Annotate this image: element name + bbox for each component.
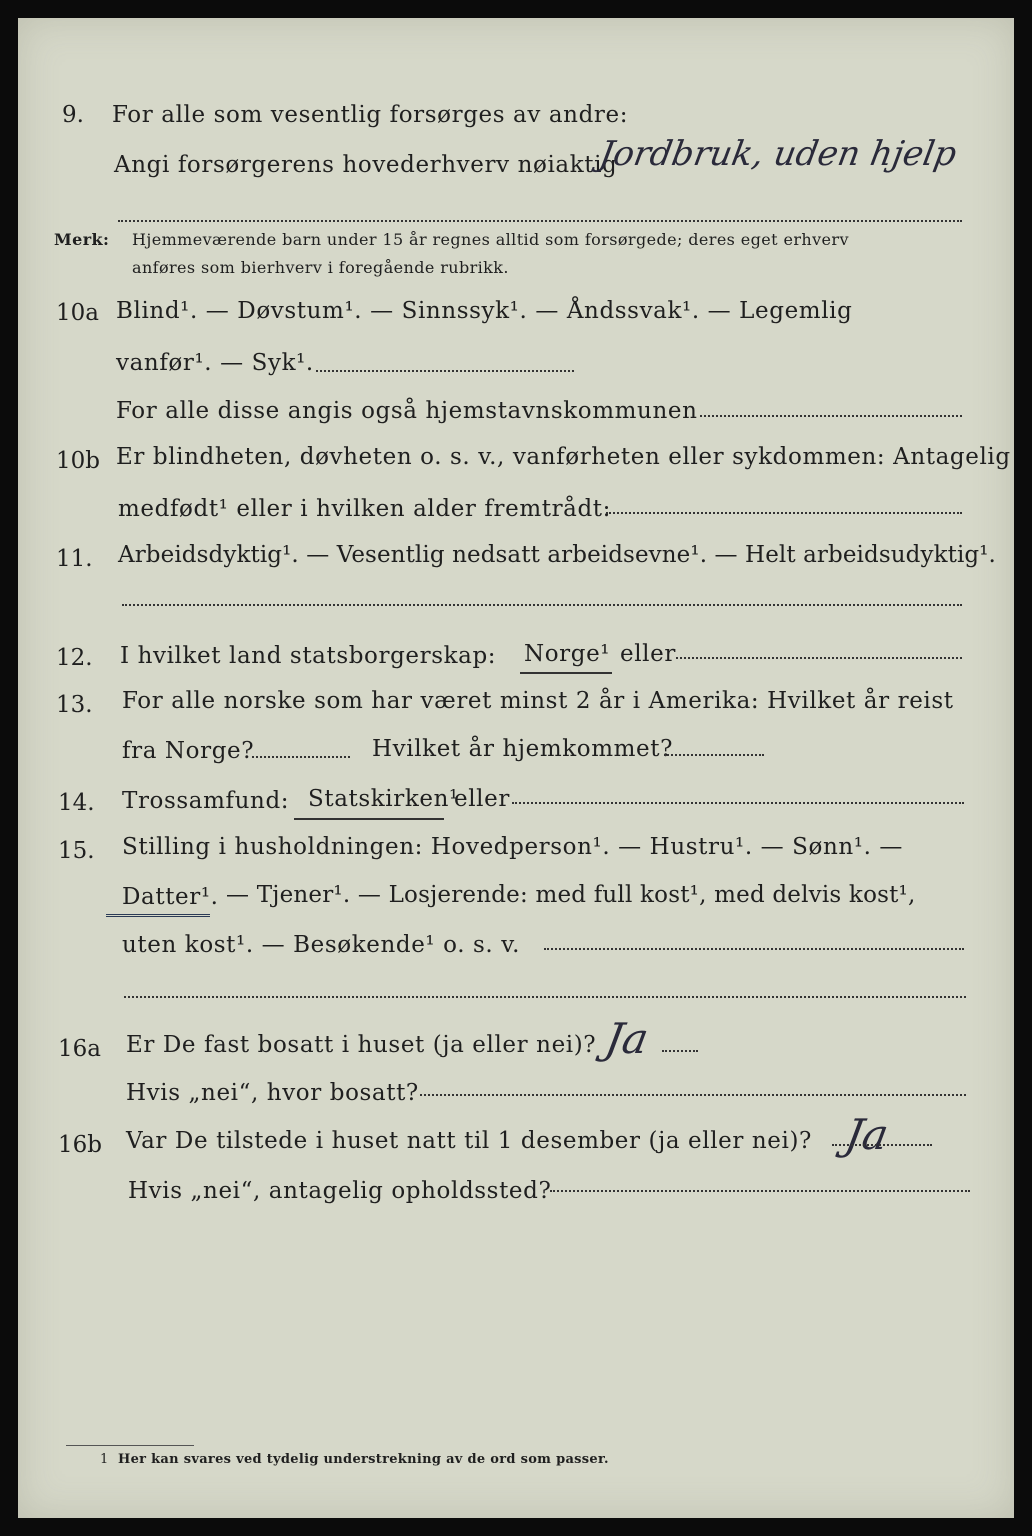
footnote-rule — [66, 1445, 194, 1446]
q10a-line1: Blind¹. — Døvstum¹. — Sinnssyk¹. — Åndssvak¹. — Legemlig — [116, 298, 853, 324]
q14-prefix: Trossamfund: — [122, 788, 290, 814]
q16b-line1: Var De tilstede i huset natt til 1 desember (ja eller nei)? — [126, 1128, 812, 1154]
merk-line2: anføres som bierhverv i foregående rubrikk. — [132, 258, 509, 277]
q15-number: 15. — [58, 838, 95, 864]
q14-statskirken-underline — [294, 818, 444, 820]
q9-line2: Angi forsørgerens hovederhverv nøiaktig — [114, 152, 618, 178]
q10a-line3: For alle disse angis også hjemstavnskommunen — [116, 398, 698, 424]
q16a-answer-blank — [662, 1050, 698, 1052]
q10b-line2-blank — [606, 512, 962, 514]
q13-number: 13. — [56, 692, 93, 718]
q12-number: 12. — [56, 645, 93, 671]
q10b-line1: Er blindheten, døvheten o. s. v., vanførheten eller sykdommen: Antagelig — [116, 444, 1011, 470]
q16a-line2: Hvis „nei“, hvor bosatt? — [126, 1080, 419, 1106]
q12-suffix: eller — [620, 641, 676, 667]
q13-hjemkommet-blank — [664, 754, 764, 756]
q10b-number: 10b — [56, 448, 100, 474]
q10b-line2: medfødt¹ eller i hvilken alder fremtrådt: — [118, 496, 611, 522]
q16b-line2-blank — [550, 1190, 970, 1192]
q13-reist-blank — [252, 756, 350, 758]
q16a-number: 16a — [58, 1036, 101, 1062]
q16a-line2-blank — [420, 1094, 966, 1096]
q11-number: 11. — [56, 546, 93, 572]
q14-blank — [512, 802, 964, 804]
q15-datter-underline — [106, 914, 210, 917]
q12-prefix: I hvilket land statsborgerskap: — [120, 643, 497, 669]
q16a-answer-handwriting: Ja — [601, 1014, 653, 1063]
q9-line1: For alle som vesentlig forsørges av andre: — [112, 102, 629, 128]
q12-blank — [676, 657, 962, 659]
q9-number: 9. — [62, 102, 84, 128]
q11-line1: Arbeidsdyktig¹. — Vesentlig nedsatt arbeidsevne¹. — Helt arbeidsudyktig¹. — [118, 542, 996, 568]
q12-option-norge: Norge¹ — [524, 641, 611, 667]
q16b-line2: Hvis „nei“, antagelig opholdssted? — [128, 1178, 552, 1204]
q13-line2a: fra Norge? — [122, 738, 255, 764]
q11-separator — [122, 604, 962, 606]
q15-line2b: — Tjener¹. — Losjerende: med full kost¹, med delvis kost¹, — [226, 882, 916, 908]
q16b-answer-blank — [832, 1144, 932, 1146]
q9-answer-handwriting: Jordbruk, uden hjelp — [596, 134, 960, 174]
q15-separator — [124, 996, 966, 998]
merk-line1: Hjemmeværende barn under 15 år regnes alltid som forsørgede; deres eget erhverv — [132, 230, 849, 249]
q10a-number: 10a — [56, 300, 99, 326]
q14-suffix: eller — [454, 786, 510, 812]
q15-option-datter: Datter¹. — [122, 884, 219, 910]
q15-line3: uten kost¹. — Besøkende¹ o. s. v. — [122, 932, 521, 958]
merk-label: Merk: — [54, 230, 110, 249]
q13-line1: For alle norske som har været minst 2 år i Amerika: Hvilket år reist — [122, 688, 954, 714]
q14-option-statskirken: Statskirken¹ — [308, 786, 459, 812]
q9-separator — [118, 220, 962, 222]
q10a-line2: vanfør¹. — Syk¹. — [116, 350, 314, 376]
q16a-line1: Er De fast bosatt i huset (ja eller nei)? — [126, 1032, 597, 1058]
q10a-line2-blank — [316, 370, 574, 372]
q15-line1: Stilling i husholdningen: Hovedperson¹. — Hustru¹. — Sønn¹. — — [122, 834, 904, 860]
q16b-answer-handwriting: Ja — [841, 1110, 893, 1159]
q16b-number: 16b — [58, 1132, 102, 1158]
footnote-text: Her kan svares ved tydelig understrekning av de ord som passer. — [118, 1452, 609, 1467]
q10a-line3-blank — [700, 415, 962, 417]
q13-line2b: Hvilket år hjemkommet? — [372, 736, 674, 762]
footnote-mark: 1 — [100, 1452, 109, 1467]
q15-line3-blank — [544, 948, 964, 950]
q12-norge-underline — [520, 672, 612, 674]
q14-number: 14. — [58, 790, 95, 816]
